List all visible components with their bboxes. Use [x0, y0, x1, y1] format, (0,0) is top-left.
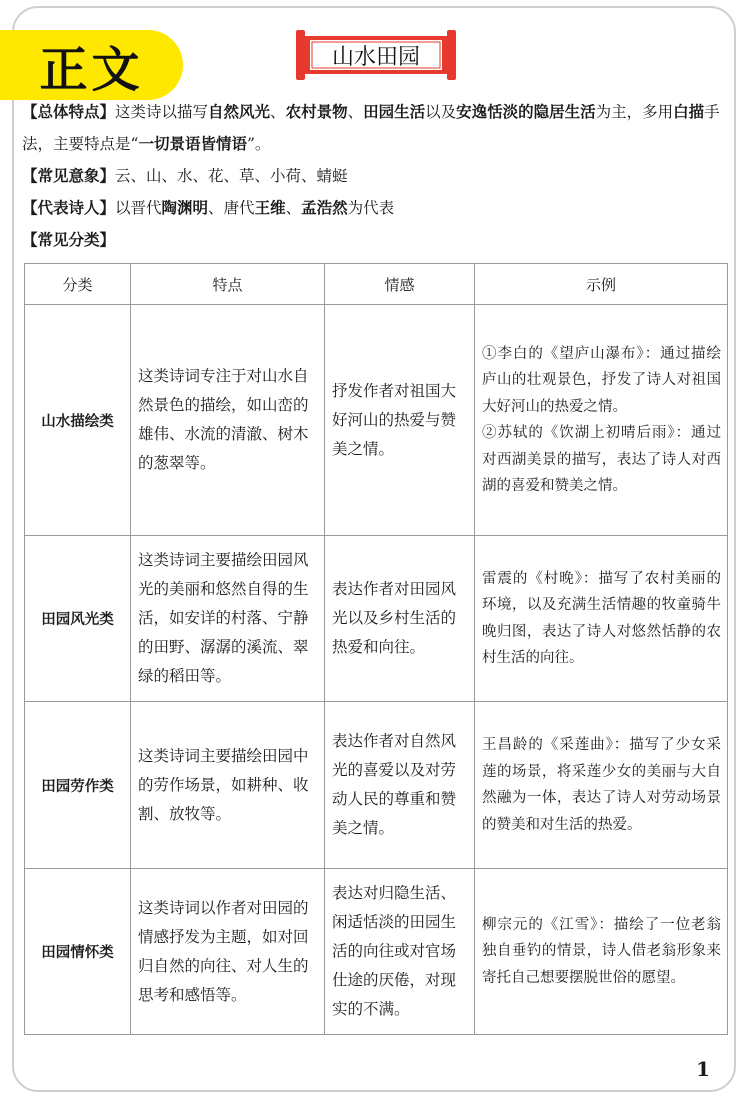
section-badge-label: 正文 — [39, 41, 144, 98]
page-number: 1 — [696, 1057, 710, 1081]
table-row — [25, 702, 728, 869]
representative-poets: 【代表诗人】以晋代陶渊明、唐代王维、孟浩然为代表 — [22, 199, 395, 217]
example-cell — [475, 305, 728, 536]
example-item: ①李白的《望庐山瀑布》：通过描绘庐山的壮观景色，抒发了诗人对祖国大好河山的热爱之情。 — [482, 345, 721, 415]
emotion-cell: 表达作者对自然风光的喜爱以及对劳动人民的尊重和赞美之情。 — [325, 702, 475, 869]
table-row — [25, 305, 728, 536]
feature-cell: 这类诗词专注于对山水自然景色的描绘，如山峦的雄伟、水流的清澈、树木的葱翠等。 — [131, 305, 325, 536]
feature-cell: 这类诗词以作者对田园的情感抒发为主题，如对回归自然的向往、对人生的思考和感悟等。 — [131, 869, 325, 1035]
feature-cell: 这类诗词主要描绘田园风光的美丽和悠然自得的生活，如安详的村落、宁静的田野、潺潺的溪流、翠绿的稻田等。 — [131, 536, 325, 702]
column-header-example: 示例 — [475, 264, 728, 305]
page-title: 山水田园 — [331, 44, 420, 70]
category-table — [24, 263, 728, 1035]
example-cell — [475, 536, 728, 702]
table-row — [25, 869, 728, 1035]
category-cell: 田园情怀类 — [25, 869, 131, 1035]
overall-features: 【总体特点】这类诗以描写自然风光、农村景物、田园生活以及安逸恬淡的隐居生活为主，多用白描手法，主要特点是“一切景语皆情语”。 — [22, 103, 720, 153]
title-scroll-banner — [296, 26, 456, 84]
common-categories-label: 【常见分类】 — [22, 231, 116, 249]
category-cell: 山水描绘类 — [25, 305, 131, 536]
intro-section — [22, 96, 728, 256]
emotion-cell: 表达对归隐生活、闲适恬淡的田园生活的向往或对官场仕途的厌倦，对现实的不满。 — [325, 869, 475, 1035]
example-item: 雷震的《村晚》：描写了农村美丽的环境，以及充满生活情趣的牧童骑牛晚归图，表达了诗人对悠然恬静的农村生活的向往。 — [482, 570, 721, 666]
emotion-cell: 表达作者对田园风光以及乡村生活的热爱和向往。 — [325, 536, 475, 702]
example-item: 王昌龄的《采莲曲》：描写了少女采莲的场景，将采莲少女的美丽与大自然融为一体，表达了诗人对劳动场景的赞美和对生活的热爱。 — [482, 737, 721, 833]
example-cell — [475, 702, 728, 869]
feature-cell: 这类诗词主要描绘田园中的劳作场景，如耕种、收割、放牧等。 — [131, 702, 325, 869]
example-item: ②苏轼的《饮湖上初晴后雨》：通过对西湖美景的描写，表达了诗人对西湖的喜爱和赞美之情。 — [482, 425, 721, 494]
common-imagery: 【常见意象】云、山、水、花、草、小荷、蜻蜓 — [22, 167, 348, 185]
example-cell — [475, 869, 728, 1035]
column-header-emotion: 情感 — [325, 264, 475, 305]
table-header-row — [25, 264, 728, 305]
category-cell: 田园风光类 — [25, 536, 131, 702]
example-item: 柳宗元的《江雪》：描绘了一位老翁独自垂钓的情景，诗人借老翁形象来寄托自己想要摆脱世俗的愿望。 — [482, 916, 721, 986]
table-row — [25, 536, 728, 702]
category-cell: 田园劳作类 — [25, 702, 131, 869]
emotion-cell: 抒发作者对祖国大好河山的热爱与赞美之情。 — [325, 305, 475, 536]
section-badge — [0, 30, 183, 100]
column-header-category: 分类 — [25, 264, 131, 305]
column-header-feature: 特点 — [131, 264, 325, 305]
